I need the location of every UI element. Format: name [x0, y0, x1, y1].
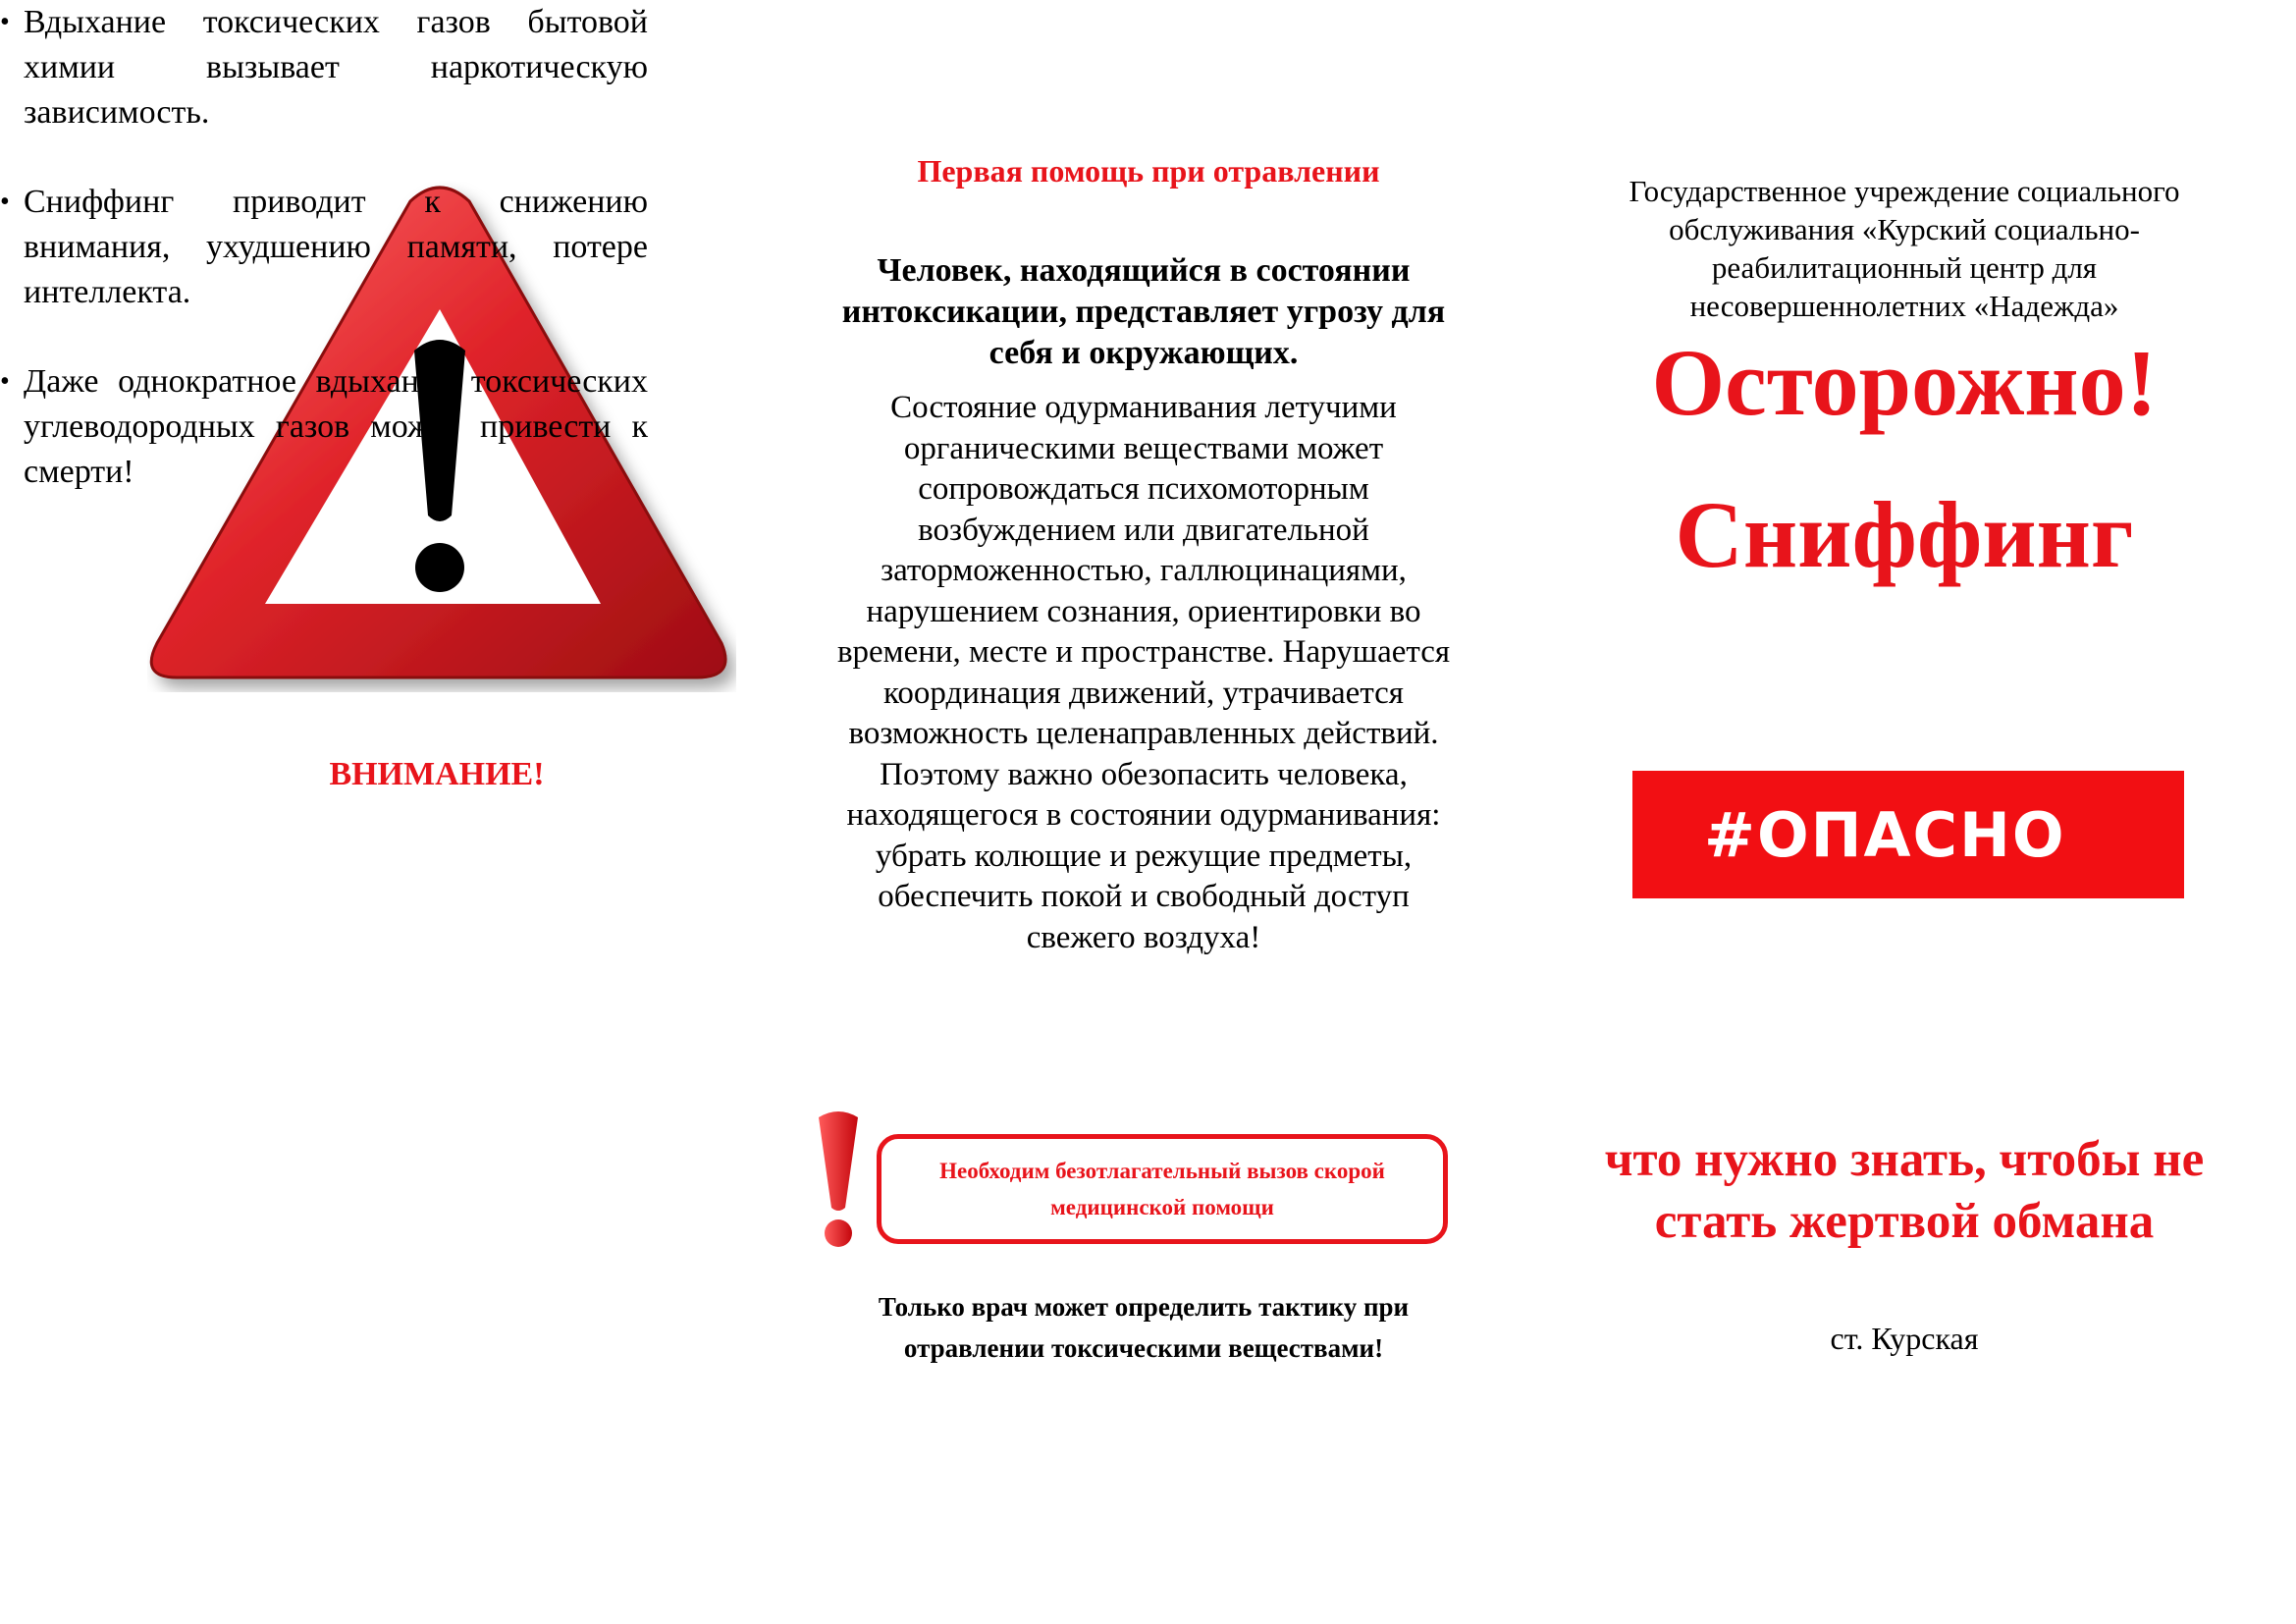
intoxication-description: Состояние одурманивания летучими органическими веществами может сопровождаться психомоторным возбуждением или двигательной заторможенностью, галлюцинациями, нарушением сознания, ориентировки во времени, месте и пространстве. Нарушается координация движений, утрачивается возможность целенаправленных действий. Поэтому важно обезопасить человека, находящегося в состоянии одурманивания: убрать колющие и режущие предметы, обеспечить покой и свободный доступ свежего воздуха!	[836, 390, 1451, 955]
danger-banner-text: #ОПАСНО	[1704, 798, 2066, 871]
attention-title: ВНИМАНИЕ!	[329, 756, 545, 792]
location: ст. Курская	[1830, 1321, 1979, 1356]
bullet-icon: •	[0, 7, 10, 37]
emergency-call-box	[877, 1134, 1448, 1244]
headline-sniffing: Сниффинг	[1675, 482, 2134, 587]
organization-name: Государственное учреждение социального обслуживания «Курский социально-реабилитационный центр для несовершеннолетних «Надежда»	[1629, 174, 2180, 323]
list-item	[0, 359, 648, 495]
bullet-text: Даже однократное вдыхание токсических углеводородных газов может привести к смерти!	[24, 363, 648, 490]
list-item	[0, 0, 648, 135]
headline-careful: Осторожно!	[1651, 330, 2158, 435]
bullet-text: Сниффинг приводит к снижению внимания, ухудшению памяти, потере интеллекта.	[24, 184, 648, 310]
subtitle: что нужно знать, чтобы не стать жертвой обмана	[1604, 1132, 2205, 1249]
bullet-icon: •	[0, 366, 10, 397]
warning-bullet-list	[0, 0, 648, 495]
exclamation-icon	[813, 1110, 864, 1252]
bullet-icon: •	[0, 187, 10, 217]
first-aid-title: Первая помощь при отравлении	[917, 153, 1380, 189]
list-item	[0, 180, 648, 315]
emergency-call-text: Необходим безотлагательный вызов скорой медицинской помощи	[939, 1159, 1385, 1219]
doctor-note: Только врач может определить тактику при отравлении токсическими веществами!	[878, 1292, 1410, 1363]
bullet-text: Вдыхание токсических газов бытовой химии вызывает наркотическую зависимость.	[24, 4, 648, 131]
danger-banner	[1632, 771, 2184, 898]
threat-text: Человек, находящийся в состоянии интоксикации, представляет угрозу для себя и окружающих.	[841, 252, 1446, 371]
